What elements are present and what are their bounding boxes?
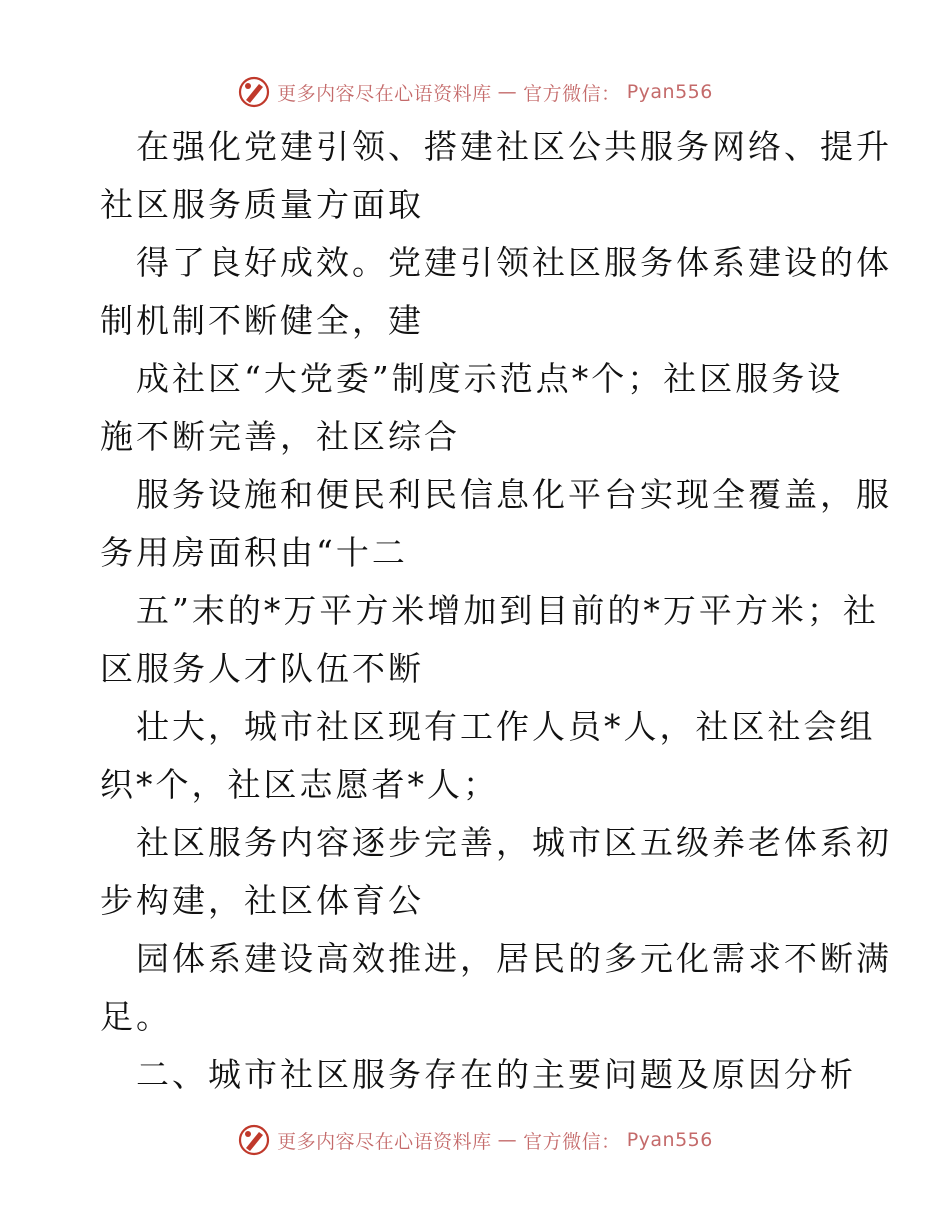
text-line: 区服务人才队伍不断 xyxy=(100,649,424,688)
watermark-wechat-label: 官方微信： xyxy=(523,1130,621,1153)
watermark-dash: — xyxy=(497,81,518,103)
body-text xyxy=(100,118,892,1104)
watermark-wechat-label: 官方微信： xyxy=(523,82,621,105)
text-line: 施不断完善，社区综合 xyxy=(100,417,460,456)
pen-logo-icon xyxy=(237,75,271,109)
text-line: 在强化党建引领、搭建社区公共服务网络、提升 xyxy=(136,127,892,166)
text-line: 制机制不断健全，建 xyxy=(100,301,424,340)
watermark-dash: — xyxy=(497,1129,518,1151)
pen-logo-icon xyxy=(237,1123,271,1157)
watermark-wechat-id: Pyan556 xyxy=(626,1129,713,1151)
text-line: 壮大，城市社区现有工作人员*人，社区社会组 xyxy=(136,707,876,746)
header-watermark xyxy=(0,72,950,112)
section-heading: 二、城市社区服务存在的主要问题及原因分析 xyxy=(136,1055,856,1094)
text-line: 服务设施和便民利民信息化平台实现全覆盖，服 xyxy=(136,475,892,514)
text-line: 务用房面积由“十二 xyxy=(100,533,408,572)
text-line: 足。 xyxy=(100,997,172,1036)
text-line: 步构建，社区体育公 xyxy=(100,881,424,920)
text-line: 社区服务内容逐步完善，城市区五级养老体系初 xyxy=(136,823,892,862)
watermark-wechat-id: Pyan556 xyxy=(626,81,713,103)
text-line: 社区服务质量方面取 xyxy=(100,185,424,224)
watermark-site-text: 更多内容尽在心语资料库 xyxy=(277,1130,492,1153)
text-line: 园体系建设高效推进，居民的多元化需求不断满 xyxy=(136,939,892,978)
footer-watermark xyxy=(0,1120,950,1160)
text-line: 五”末的*万平方米增加到目前的*万平方米；社 xyxy=(136,591,879,630)
watermark-site-text: 更多内容尽在心语资料库 xyxy=(277,82,492,105)
text-line: 得了良好成效。党建引领社区服务体系建设的体 xyxy=(136,243,892,282)
text-line: 织*个，社区志愿者*人； xyxy=(100,765,499,804)
text-line: 成社区“大党委”制度示范点*个；社区服务设 xyxy=(136,359,844,398)
